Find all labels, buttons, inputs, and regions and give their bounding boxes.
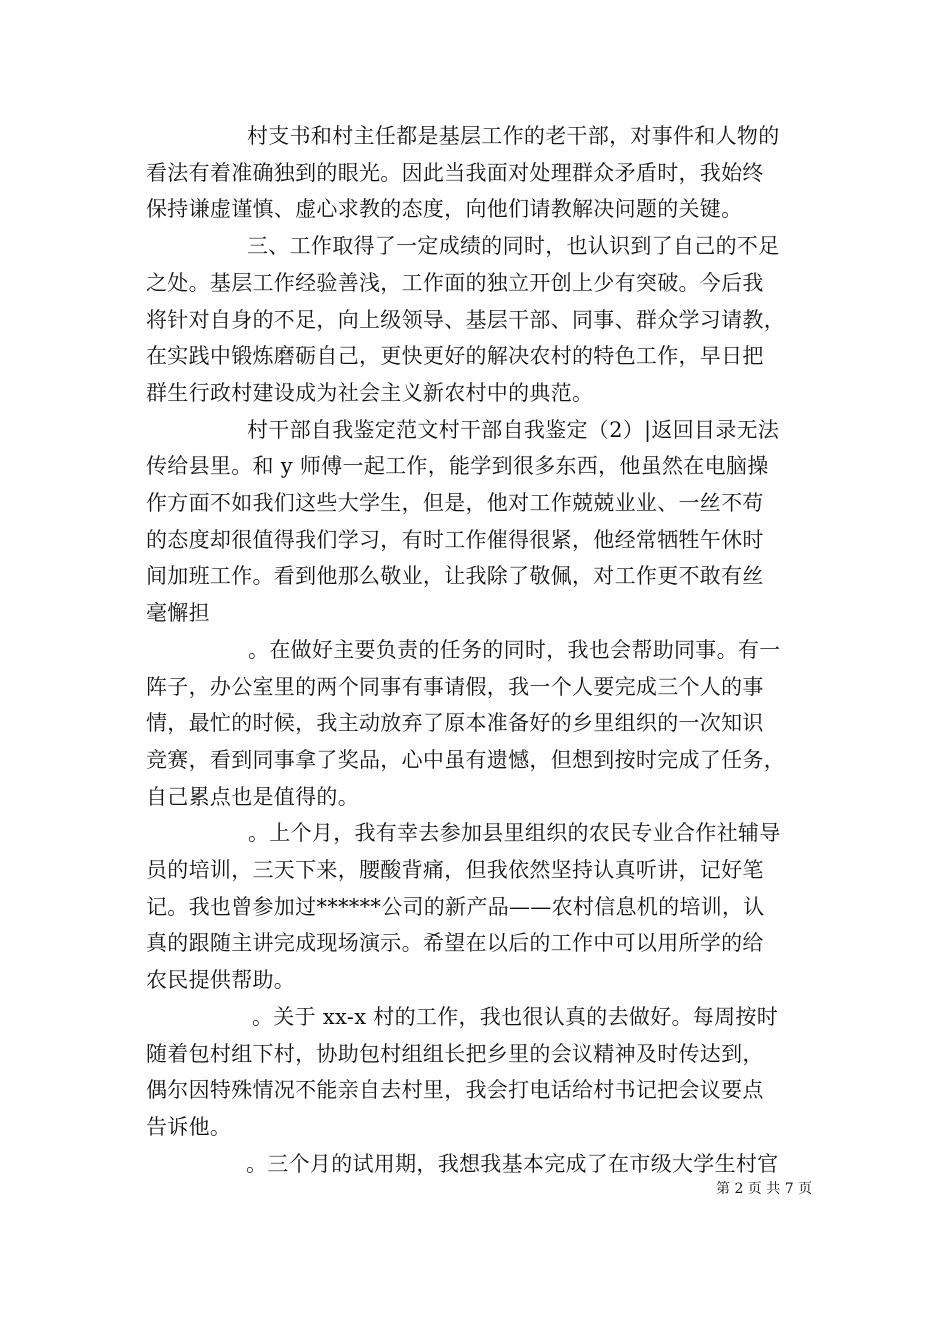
text-line: 传给县里。和 y 师傅一起工作，能学到很多东西，他虽然在电脑操	[146, 454, 769, 479]
paragraph-7	[146, 1146, 816, 1183]
paragraph-2	[146, 228, 816, 412]
text-line: 在实践中锻炼磨砺自己，更快更好的解决农村的特色工作，早日把	[146, 344, 764, 369]
text-line: 随着包村组下村，协助包村组组长把乡里的会议精神及时传达到，	[146, 1041, 764, 1066]
text-line: 。三个月的试用期，我想我基本完成了在市级大学生村官	[246, 1151, 779, 1176]
text-line: 。在做好主要负责的任务的同时，我也会帮助同事。有一	[248, 637, 781, 662]
text-line: 偶尔因特殊情况不能亲自去村里，我会打电话给村书记把会议要点	[146, 1078, 764, 1103]
text-line: 间加班工作。看到他那么敬业，让我除了敬佩，对工作更不敢有丝	[146, 564, 764, 589]
paragraph-3	[146, 412, 816, 632]
page-number-footer: 第 2 页 共 7 页	[716, 1181, 813, 1197]
text-line: 员的培训，三天下来，腰酸背痛，但我依然坚持认真听讲，记好笔	[146, 858, 764, 883]
document-body	[146, 118, 816, 1182]
text-line: 保持谦虚谨慎、虚心求教的态度，向他们请教解决问题的关键。	[146, 197, 743, 222]
text-line: 村支书和村主任都是基层工作的老干部，对事件和人物的	[247, 124, 780, 148]
text-line: 将针对自身的不足，向上级领导、基层干部、同事、群众学习请教，	[146, 307, 785, 332]
text-line: 农民提供帮助。	[146, 968, 296, 993]
text-line: 毫懈担	[146, 601, 210, 626]
text-line: 作方面不如我们这些大学生，但是，他对工作兢兢业业、一丝不苟	[146, 491, 764, 516]
text-line: 竞赛，看到同事拿了奖品，心中虽有遗憾，但想到按时完成了任务，	[146, 747, 785, 772]
text-line: 。关于 xx-x 村的工作，我也很认真的去做好。每周按时	[252, 1004, 779, 1029]
text-line: 之处。基层工作经验善浅，工作面的独立开创上少有突破。今后我	[146, 270, 764, 295]
paragraph-4	[146, 632, 816, 816]
text-line: 。上个月，我有幸去参加县里组织的农民专业合作社辅导	[248, 821, 781, 846]
text-line: 三、工作取得了一定成绩的同时，也认识到了自己的不足	[247, 234, 780, 259]
paragraph-1	[146, 118, 816, 228]
text-line: 的态度却很值得我们学习，有时工作催得很紧，他经常牺牲午休时	[146, 527, 764, 552]
text-line: 看法有着准确独到的眼光。因此当我面对处理群众矛盾时，我始终	[146, 160, 764, 185]
text-line: 自己累点也是值得的。	[146, 784, 359, 809]
paragraph-5	[146, 815, 816, 999]
text-line: 群生行政村建设成为社会主义新农村中的典范。	[146, 380, 594, 405]
text-line: 情，最忙的时候，我主动放弃了原本准备好的乡里组织的一次知识	[146, 711, 764, 736]
text-line: 村干部自我鉴定范文村干部自我鉴定（2）|返回目录无法	[247, 417, 780, 442]
paragraph-6	[146, 999, 816, 1146]
text-line: 记。我也曾参加过******公司的新产品——农村信息机的培训，认	[146, 894, 765, 919]
text-line: 告诉他。	[146, 1114, 232, 1139]
text-line: 真的跟随主讲完成现场演示。希望在以后的工作中可以用所学的给	[146, 931, 764, 956]
text-line: 阵子，办公室里的两个同事有事请假，我一个人要完成三个人的事	[146, 674, 764, 699]
